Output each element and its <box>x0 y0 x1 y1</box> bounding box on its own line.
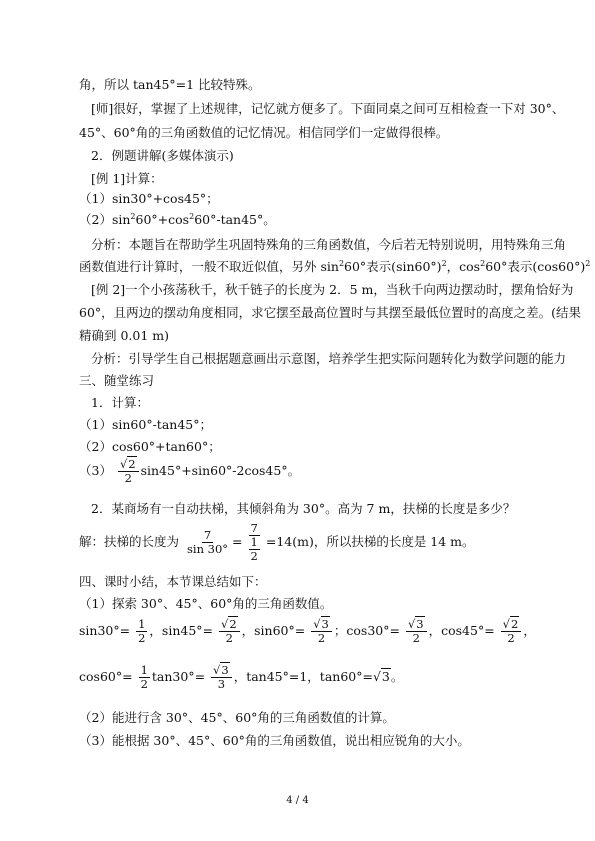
denominator: 2 <box>225 631 233 645</box>
text-fragment: tan30°= <box>151 669 206 684</box>
square-root: √3 <box>372 669 390 684</box>
radicand: 3 <box>416 617 424 631</box>
section-heading: 2．例题讲解(多媒体演示) <box>91 148 234 163</box>
denominator <box>245 536 264 563</box>
radicand: 3 <box>321 617 329 631</box>
numerator: 7 <box>203 528 212 542</box>
superscript: 2 <box>338 258 345 268</box>
fraction: $\frac{√2}{2}$ <box>501 618 522 645</box>
section-heading: 四、课时小结，本节课总结如下： <box>79 574 267 589</box>
text-fragment: 60°-tan45°。 <box>194 212 276 227</box>
text-line: 60°，且两边的摆动角度相同，求它摆至最高位置时与其摆至最低位置时的高度之差。(结果 <box>79 305 582 320</box>
text-line: （1）探索 30°、45°、60°角的三角函数值。 <box>79 596 333 611</box>
text-line: （3）能根据 30°、45°、60°角的三角函数值，说出相应锐角的大小。 <box>79 733 470 748</box>
text-fragment: ，cos45°= <box>428 623 495 638</box>
text-line: [师]很好，掌握了上述规律，记忆就方便多了。下面同桌之间可互相检查一下对 30°、 <box>91 101 565 116</box>
formula-line <box>79 664 403 691</box>
superscript: 2 <box>189 211 195 221</box>
formula-line <box>79 618 536 645</box>
formula-line <box>79 258 590 276</box>
denominator: 3 <box>217 677 226 691</box>
text-fragment: ，sin60°= <box>241 623 306 638</box>
text-fragment: 60°+cos <box>135 212 190 227</box>
section-heading: 三、随堂练习 <box>79 373 155 388</box>
denominator: 2 <box>138 631 146 645</box>
fraction <box>185 529 230 556</box>
text-fragment: 60°表示(sin60°) <box>344 259 442 274</box>
text-line: [例 1]计算： <box>91 171 163 186</box>
fraction: $\frac{√3}{3}$ <box>211 664 232 691</box>
superscript: 2 <box>480 258 486 268</box>
page-number: 4 / 4 <box>286 795 309 806</box>
text-line: [例 2]一个小孩荡秋千，秋千链子的长度为 2．5 m，当秋千向两边摆动时，摆角恰好为 <box>91 282 574 297</box>
text-fragment: 函数值进行计算时，一般不取近似值，另外 sin <box>79 259 339 274</box>
text-line: 分析：本题旨在帮助学生巩固特殊角的三角函数值，今后若无特别说明，用特殊角三角 <box>91 237 567 252</box>
radicand: 3 <box>221 663 229 677</box>
superscript: 2 <box>130 211 136 221</box>
text-line: （2）能进行含 30°、45°、60°角的三角函数值的计算。 <box>79 710 395 725</box>
denominator: 2 <box>317 631 326 645</box>
text-line: 精确到 0.01 m) <box>79 328 170 343</box>
radicand: 2 <box>128 457 136 471</box>
radicand: 2 <box>510 617 519 631</box>
numerator: 1 <box>138 617 146 631</box>
text-fragment: （3） <box>79 463 112 478</box>
denominator: sin 30° <box>187 542 229 556</box>
text-line: （1）sin60°-tan45°； <box>79 417 212 432</box>
denominator: 2 <box>250 549 258 563</box>
formula-line <box>79 458 300 485</box>
fraction: $\frac{√3}{2}$ <box>311 618 332 645</box>
numerator: 1 <box>250 535 258 549</box>
fraction <box>245 522 264 563</box>
formula-line <box>79 522 475 563</box>
text-fragment: sin45°+sin60°-2cos45°。 <box>140 463 301 478</box>
fraction <box>249 536 260 563</box>
denominator: 2 <box>412 631 420 645</box>
text-fragment: sin30°= <box>79 623 131 638</box>
text-fragment: （2）sin <box>79 212 131 227</box>
denominator: 2 <box>507 631 515 645</box>
text-line: 分析：引导学生自己根据题意画出示意图，培养学生把实际问题转化为数学问题的能力 <box>91 351 567 366</box>
fraction: $\frac{√3}{2}$ <box>406 618 427 645</box>
text-fragment: 60°表示(cos60°) <box>485 259 586 274</box>
text-fragment: = <box>232 534 243 549</box>
text-fragment: ，sin45°= <box>149 623 213 638</box>
text-line: 2．某商场有一自动扶梯，其倾斜角为 30°。高为 7 m，扶梯的长度是多少？ <box>91 501 516 516</box>
text-fragment: ；cos30°= <box>333 623 400 638</box>
text-line: 角，所以 tan45°=1 比较特殊。 <box>79 77 261 92</box>
radicand: 2 <box>229 617 237 631</box>
superscript: 2 <box>441 258 447 268</box>
numerator: 1 <box>140 663 148 677</box>
formula-line <box>79 211 276 229</box>
denominator: 2 <box>140 677 148 691</box>
text-fragment: ，cos <box>446 259 481 274</box>
text-fragment: 解：扶梯的长度为 <box>79 534 180 549</box>
text-fragment: cos60°= <box>79 669 133 684</box>
fraction <box>136 618 147 645</box>
fraction <box>139 664 150 691</box>
text-fragment: =14(m)，所以扶梯的长度是 14 m。 <box>265 534 475 549</box>
superscript: 2 <box>585 258 591 268</box>
fraction: $\frac{√2}{2}$ <box>118 458 139 485</box>
radicand: 3 <box>381 669 390 684</box>
text-line: 45°、60°角的三角函数值的记忆情况。相信同学们一定做得很棒。 <box>79 125 449 140</box>
fraction: $\frac{√2}{2}$ <box>219 618 240 645</box>
text-line: （1）sin30°+cos45°； <box>79 191 219 206</box>
text-fragment: ，tan45°=1，tan60°= <box>233 669 373 684</box>
text-line: 1．计算： <box>91 395 149 410</box>
text-line: （2）cos60°+tan60°； <box>79 439 221 454</box>
numerator: 7 <box>250 521 258 535</box>
text-fragment: ， <box>523 623 536 638</box>
denominator: 2 <box>124 471 132 485</box>
text-fragment: 。 <box>390 669 404 684</box>
